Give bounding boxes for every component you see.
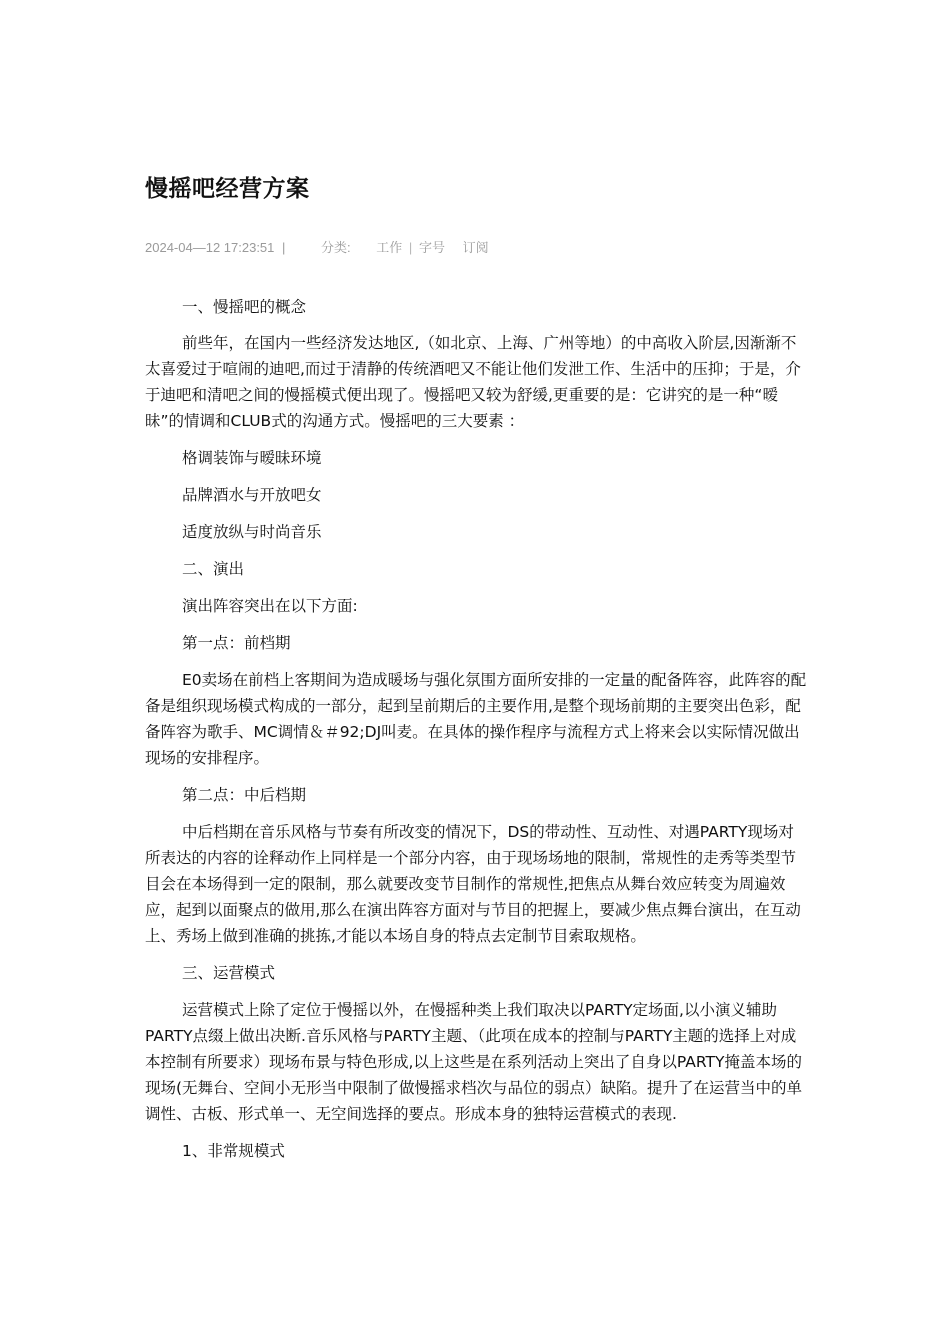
category-link-work[interactable]: 工作 [376, 240, 403, 255]
sub-heading: 第二点：中后档期 [182, 786, 307, 804]
meta-pipe: | [408, 240, 413, 255]
meta-separator: | [282, 240, 286, 255]
paragraph: 中后档期在音乐风格与节奏有所改变的情况下，DS的带动性、互动性、对遇PARTY现场对所表达的内容的诠释动作上同样是一个部分内容，由于现场场地的限制，常规性的走秀等类型节目会在本场得到一定的限制，那么就要改变节目制作的常规性,把焦点从舞台效应转变为周遍效应，起到以面聚点的做用,那么在演出阵容方面对与节目的把握上，要减少焦点舞台演出，在互动上、秀场上做到准确的挑拣,才能以本场自身的特点去定制节目索取规格。 [145, 823, 801, 945]
list-item: 品牌酒水与开放吧女 [182, 486, 322, 504]
list-item: 格调装饰与暧昧环境 [182, 449, 322, 467]
font-size-link[interactable]: 字号 [418, 240, 445, 255]
section-heading-1: 一、慢摇吧的概念 [182, 298, 307, 316]
article-meta [145, 237, 489, 256]
article-title: 慢摇吧经营方案 [145, 176, 310, 202]
paragraph-intro: 前些年，在国内一些经济发达地区,（如北京、上海、广州等地）的中高收入阶层,因渐渐不太喜爱过于喧闹的迪吧,而过于清静的传统酒吧又不能让他们发泄工作、生活中的压抑；于是，介于迪吧和清吧之间的慢摇模式便出现了。慢摇吧又较为舒缓,更重要的是：它讲究的是一种“暧昧”的情调和CLUB式的沟通方式。慢摇吧的三大要素 ： [145, 334, 801, 430]
paragraph: E0卖场在前档上客期间为造成暖场与强化氛围方面所安排的一定量的配备阵容，此阵容的配备是组织现场模式构成的一部分，起到呈前期后的主要作用,是整个现场前期的主要突出色彩，配备阵容为歌手、MC调情＆＃92;DJ叫麦。在具体的操作程序与流程方式上将来会以实际情况做出现场的安排程序。 [145, 671, 807, 767]
paragraph: 演出阵容突出在以下方面: [182, 597, 358, 615]
sub-heading: 1、非常规模式 [182, 1142, 285, 1160]
paragraph: 运营模式上除了定位于慢摇以外，在慢摇种类上我们取决以PARTY定场面,以小演义辅助PARTY点缀上做出决断.音乐风格与PARTY主题、（此项在成本的控制与PARTY主题的选择上对成本控制有所要求）现场布景与特色形成,以上这些是在系列活动上突出了自身以PARTY掩盖本场的现场(无舞台、空间小无形当中限制了做慢摇求档次与品位的弱点）缺陷。提升了在运营当中的单调性、古板、形式单一、无空间选择的要点。形成本身的独特运营模式的表现. [145, 1001, 803, 1123]
sub-heading: 第一点：前档期 [182, 634, 291, 652]
publish-date: 2024-04—12 17:23:51 [145, 240, 275, 255]
section-heading-2: 二、演出 [182, 560, 245, 578]
category-label: 分类: [321, 240, 351, 255]
section-heading-3: 三、运营模式 [182, 964, 276, 982]
subscribe-link[interactable]: 订阅 [462, 240, 489, 255]
list-item: 适度放纵与时尚音乐 [182, 523, 322, 541]
article-body [145, 294, 807, 1164]
